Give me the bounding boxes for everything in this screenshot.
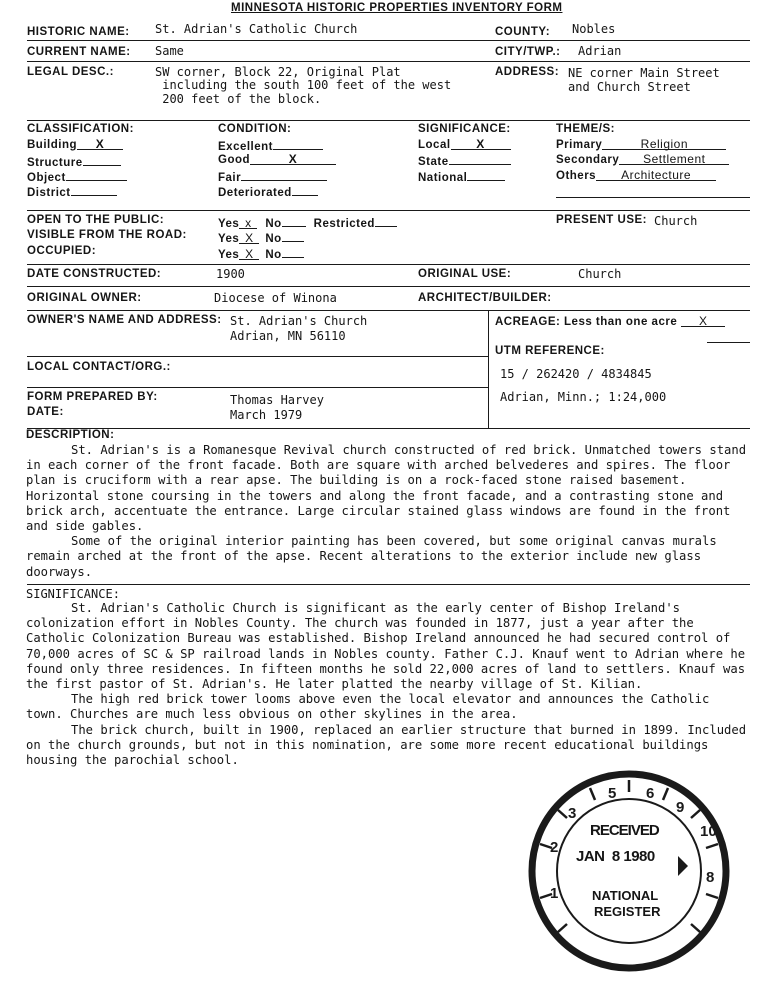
utm-label: UTM REFERENCE: bbox=[495, 345, 605, 357]
classification-heading: CLASSIFICATION: bbox=[27, 123, 134, 135]
national-blank bbox=[467, 168, 505, 181]
classification-building: Building X bbox=[27, 137, 123, 151]
form-title: MINNESOTA HISTORIC PROPERTIES INVENTORY FORM bbox=[231, 2, 563, 14]
legal-desc-label: LEGAL DESC.: bbox=[27, 66, 114, 78]
condition-heading: CONDITION: bbox=[218, 123, 292, 135]
county-value: Nobles bbox=[572, 22, 616, 36]
owner-line-1: St. Adrian's Church bbox=[230, 314, 368, 328]
good-blank: X bbox=[250, 152, 336, 165]
state-blank bbox=[449, 152, 511, 165]
acreage: ACREAGE: Less than one acre X bbox=[495, 314, 725, 328]
stamp-received: RECEIVED bbox=[590, 822, 659, 839]
stamp-date: JAN 8 1980 bbox=[576, 848, 655, 865]
original-owner-label: ORIGINAL OWNER: bbox=[27, 292, 142, 304]
county-label: COUNTY: bbox=[495, 26, 551, 38]
original-use-label: ORIGINAL USE: bbox=[418, 268, 512, 280]
visible-yes-blank: X bbox=[239, 231, 259, 244]
present-use-label: PRESENT USE: bbox=[556, 214, 647, 226]
description-paragraph-2: Some of the original interior painting has been covered, but some original canvas murals remain arched at the front of the apse. Recent alterations to the exterior include new glass doorways. bbox=[26, 534, 717, 579]
current-name-value: Same bbox=[155, 44, 184, 58]
quad-value: Adrian, Minn.; 1:24,000 bbox=[500, 390, 667, 404]
description-body bbox=[26, 443, 748, 580]
theme-secondary-value: Settlement bbox=[619, 152, 729, 165]
architect-label: ARCHITECT/BUILDER: bbox=[418, 292, 552, 304]
restricted-blank bbox=[375, 214, 397, 227]
district-blank bbox=[71, 183, 117, 196]
local-contact-label: LOCAL CONTACT/ORG.: bbox=[27, 361, 171, 373]
date-value: March 1979 bbox=[230, 408, 303, 422]
svg-text:1: 1 bbox=[550, 885, 559, 902]
original-owner-value: Diocese of Winona bbox=[214, 291, 337, 305]
significance-local: Local X bbox=[418, 137, 511, 151]
svg-text:9: 9 bbox=[676, 799, 685, 816]
visible-options: Yes X No bbox=[218, 229, 304, 245]
condition-excellent: Excellent bbox=[218, 137, 323, 153]
received-stamp bbox=[528, 770, 730, 972]
theme-primary: Primary Religion bbox=[556, 137, 726, 151]
classification-object: Object bbox=[27, 168, 127, 184]
excellent-blank bbox=[273, 137, 323, 150]
significance-paragraph-1: St. Adrian's Catholic Church is significant as the early center of Bishop Ireland's colonization effort in Nobles County. The church was founded in 1877, just a year after the Catholic Colonization Bureau was established. Bishop Ireland announced he had secured control of 70,000 acres of SC & SP railroad lands in Nobles county. Father C.J. Knauf went to Adrian where he found only three residences. In fifteen months he sold 22,000 acres of land to settlers. Knauf was the first pastor of St. Adrian's. He later platted the nearby village of St. Kilian. bbox=[26, 601, 746, 692]
significance-paragraph-3: The brick church, built in 1900, replaced an earlier structure that burned in 1899. Included on the church grounds, but not in this nomination, are some more recent educational buildings housing the parochial school. bbox=[26, 722, 747, 768]
svg-text:3: 3 bbox=[568, 805, 577, 822]
fair-blank bbox=[241, 168, 327, 181]
significance-level-heading: SIGNIFICANCE: bbox=[418, 123, 511, 135]
legal-desc-line-3: 200 feet of the block. bbox=[155, 92, 322, 106]
theme-secondary: Secondary Settlement bbox=[556, 152, 729, 166]
classification-district: District bbox=[27, 183, 117, 199]
significance-body bbox=[26, 601, 748, 768]
svg-text:8: 8 bbox=[706, 869, 715, 886]
city-value: Adrian bbox=[578, 44, 622, 58]
condition-good: Good X bbox=[218, 152, 336, 166]
deteriorated-blank bbox=[292, 183, 318, 196]
condition-deteriorated: Deteriorated bbox=[218, 183, 318, 199]
date-label: DATE: bbox=[27, 406, 64, 418]
themes-heading: THEME/S: bbox=[556, 123, 615, 135]
owner-label: OWNER'S NAME AND ADDRESS: bbox=[27, 314, 222, 326]
prepared-by-label: FORM PREPARED BY: bbox=[27, 391, 158, 403]
open-yes-blank: x bbox=[239, 216, 257, 229]
occupied-yes-blank: X bbox=[239, 247, 259, 260]
visible-from-road-label: VISIBLE FROM THE ROAD: bbox=[27, 229, 187, 241]
svg-text:2: 2 bbox=[550, 839, 559, 856]
theme-others-value: Architecture bbox=[596, 168, 716, 181]
significance-state: State bbox=[418, 152, 511, 168]
occupied-label: OCCUPIED: bbox=[27, 245, 97, 257]
city-label: CITY/TWP.: bbox=[495, 46, 561, 58]
condition-fair: Fair bbox=[218, 168, 327, 184]
significance-national: National bbox=[418, 168, 505, 184]
open-to-public-options: Yes x No Restricted bbox=[218, 214, 397, 230]
current-name-label: CURRENT NAME: bbox=[27, 46, 131, 58]
significance-heading: SIGNIFICANCE: bbox=[26, 587, 120, 601]
building-blank: X bbox=[77, 137, 123, 150]
prepared-by-value: Thomas Harvey bbox=[230, 393, 324, 407]
legal-desc-line-1: SW corner, Block 22, Original Plat bbox=[155, 65, 401, 79]
svg-text:5: 5 bbox=[608, 785, 617, 802]
address-line-2: and Church Street bbox=[568, 80, 691, 94]
owner-line-2: Adrian, MN 56110 bbox=[230, 329, 346, 343]
present-use-value: Church bbox=[654, 214, 698, 228]
utm-value: 15 / 262420 / 4834845 bbox=[500, 367, 652, 381]
stamp-register: REGISTER bbox=[594, 904, 661, 919]
classification-structure: Structure bbox=[27, 153, 121, 169]
date-constructed-label: DATE CONSTRUCTED: bbox=[27, 268, 162, 280]
legal-desc-line-2: including the south 100 feet of the west bbox=[155, 78, 452, 92]
stamp-ring-icon bbox=[528, 770, 730, 972]
historic-name-value: St. Adrian's Catholic Church bbox=[155, 22, 358, 36]
stamp-national: NATIONAL bbox=[592, 888, 659, 903]
significance-paragraph-2: The high red brick tower looms above even the local elevator and announces the Catholic town. Churches are much less obvious on other skylines in the area. bbox=[26, 692, 710, 722]
object-blank bbox=[66, 168, 127, 181]
address-line-1: NE corner Main Street bbox=[568, 66, 720, 80]
historic-name-label: HISTORIC NAME: bbox=[27, 26, 130, 38]
open-to-public-label: OPEN TO THE PUBLIC: bbox=[27, 214, 165, 226]
svg-text:10: 10 bbox=[700, 823, 717, 840]
theme-primary-value: Religion bbox=[602, 137, 726, 150]
date-constructed-value: 1900 bbox=[216, 267, 245, 281]
original-use-value: Church bbox=[578, 267, 622, 281]
description-paragraph-1: St. Adrian's is a Romanesque Revival church constructed of red brick. Unmatched towers stand in each corner of the front facade. Both are square with arched belvederes and spires. The floor plan is cruciform with a rear apse. The building is on a rock-faced stone raised basement. Horizontal stone coursing in the towers and along the front facade, and a contrasting stone and brick arch, accentuate the entrance. Large circular stained glass windows are found in the front and side gables. bbox=[26, 443, 747, 534]
occupied-options: Yes X No bbox=[218, 245, 304, 261]
acreage-blank: X bbox=[681, 314, 725, 327]
structure-blank bbox=[83, 153, 121, 166]
description-heading: DESCRIPTION: bbox=[26, 429, 115, 441]
visible-no-blank bbox=[282, 229, 304, 242]
svg-text:6: 6 bbox=[646, 785, 655, 802]
theme-others: Others Architecture bbox=[556, 168, 716, 182]
occupied-no-blank bbox=[282, 245, 304, 258]
local-blank: X bbox=[451, 137, 511, 150]
open-no-blank bbox=[282, 214, 306, 227]
address-label: ADDRESS: bbox=[495, 66, 560, 78]
